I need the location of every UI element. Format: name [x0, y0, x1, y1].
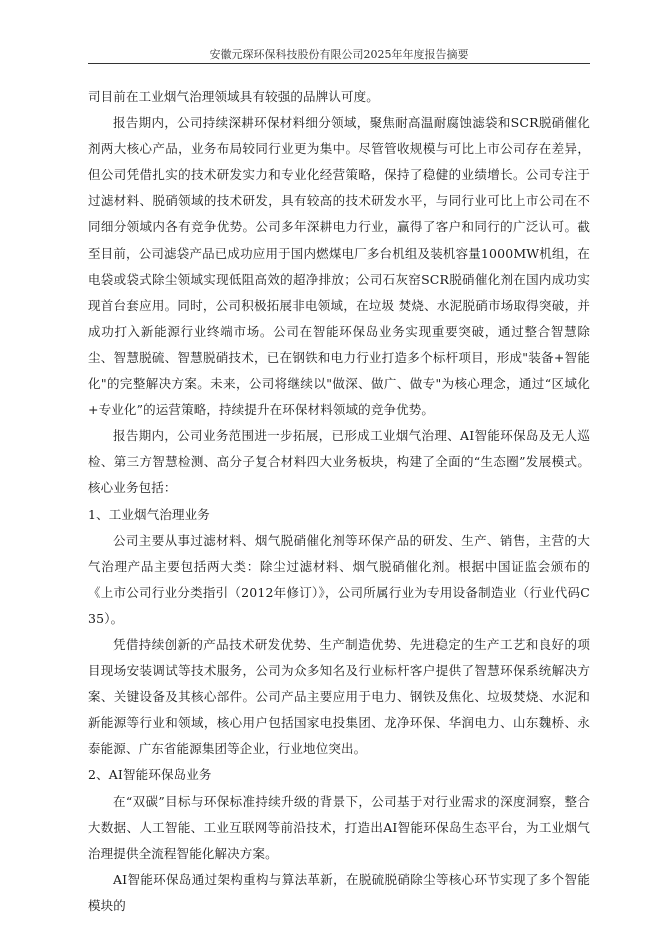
paragraph-business-overview: 报告期内，公司持续深耕环保材料细分领域，聚焦耐高温耐腐蚀滤袋和SCR脱硝催化剂两大核心产品，业务布局较同行业更为集中。尽管管收规模与可比上市公司存在差异，但公司凭借扎实的技术研发实力和专业化经营策略，保持了稳健的业绩增长。公司专注于过滤材料、脱硝领域的技术研发，具有较高的技术研发水平，与同行业可比上市公司在不同细分领域内各有竞争优势。公司多年深耕电力行业，赢得了客户和同行的广泛认可。截至目前，公司滤袋产品已成功应用于国内燃煤电厂多台机组及装机容量1000MW机组，在电袋或袋式除尘领域实现低阻高效的超净排放；公司石灰窑SCR脱硝催化剂在国内成功实现首台套应用。同时，公司积极拓展非电领域，在垃圾 焚烧、水泥脱硝市场取得突破，并成功打入新能源行业终端市场。公司在智能环保岛业务实现重要突破，通过整合智慧除尘、智慧脱硫、智慧脱硝技术，已在钢铁和电力行业打造多个标杆项目，形成"装备+智能化"的完整解决方案。未来，公司将继续以"做深、做广、做专"为核心理念，通过“区域化+专业化”的运营策略，持续提升在环保材料领域的竞争优势。 [88, 115, 590, 418]
document-body [88, 84, 590, 919]
paragraph-flue-gas-products: 公司主要从事过滤材料、烟气脱硝催化剂等环保产品的研发、生产、销售，主营的大气治理产品主要包括两大类：除尘过滤材料、烟气脱硝催化剂。根据中国证监会颁布的《上市公司行业分类指引（2012年修订）》，公司所属行业为专用设备制造业（行业代码C35）。 [88, 532, 590, 626]
header-rule [88, 63, 590, 64]
paragraph-flue-gas-customers: 凭借持续创新的产品技术研发优势、生产制造优势、先进稳定的生产工艺和良好的项目现场安装调试等技术服务，公司为众多知名及行业标杆客户提供了智慧环保系统解决方案、关键设备及其核心部件。公司产品主要应用于电力、钢铁及焦化、垃圾焚烧、水泥和新能源等行业和领域，核心用户包括国家电投集团、龙净环保、华润电力、山东魏桥、永泰能源、广东省能源集团等企业，行业地位突出。 [88, 636, 590, 757]
section-heading-ai-island: 2、AI智能环保岛业务 [88, 767, 212, 783]
section-heading-flue-gas: 1、工业烟气治理业务 [88, 506, 210, 522]
paragraph-continuation: 司目前在工业烟气治理领域具有较强的品牌认可度。 [88, 89, 379, 104]
page-header: 安徽元琛环保科技股份有限公司2025年年度报告摘要 [209, 48, 469, 61]
paragraph-ai-island-modules: AI智能环保岛通过架构重构与算法革新，在脱硫脱硝除尘等核心环节实现了多个智能模块的 [88, 871, 590, 913]
paragraph-ai-island-background: 在“双碳”目标与环保标准持续升级的背景下，公司基于对行业需求的深度洞察，整合大数据、人工智能、工业互联网等前沿技术，打造出AI智能环保岛生态平台，为工业烟气治理提供全流程智能化解决方案。 [88, 793, 590, 861]
paragraph-business-scope: 报告期内，公司业务范围进一步拓展，已形成工业烟气治理、AI智能环保岛及无人巡检、第三方智慧检测、高分子复合材料四大业务板块，构建了全面的“生态圈”发展模式。核心业务包括： [88, 428, 590, 496]
